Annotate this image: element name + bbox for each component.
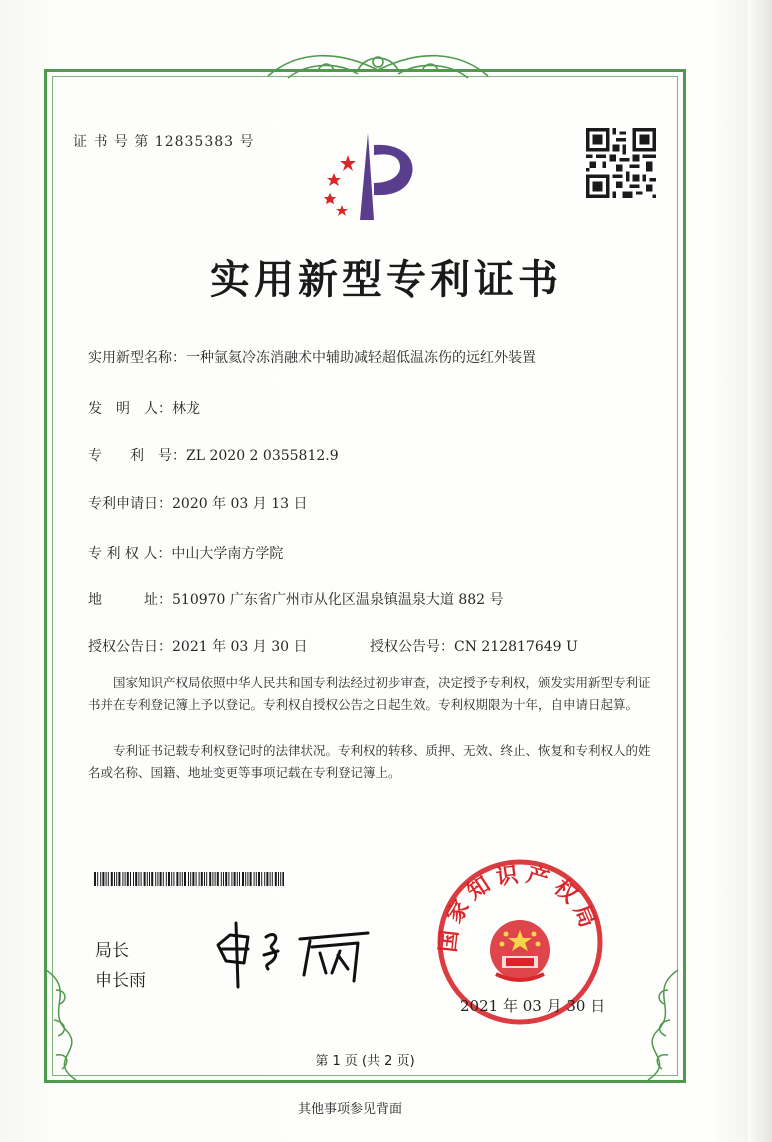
- inventor-name: 林龙: [172, 401, 200, 417]
- page-edge-shadow: [748, 0, 772, 1142]
- barcode: [94, 872, 284, 886]
- certificate-title: 实用新型专利证书: [210, 257, 562, 303]
- qr-code-icon: [586, 128, 656, 198]
- field-label: 专利申请日：: [88, 496, 172, 512]
- seal-text: 国家知识产权局: [436, 861, 603, 954]
- field-label: 专 利 号：: [88, 448, 186, 464]
- field-label: 专 利 权 人：: [88, 546, 172, 562]
- field-grant-date: [88, 636, 308, 656]
- patent-number: ZL 2020 2 0355812.9: [186, 448, 339, 464]
- field-grant-number: [370, 636, 578, 656]
- page-indicator: 第 1 页 (共 2 页): [315, 1054, 415, 1069]
- seal-date: 2021 年 03 月 30 日: [460, 997, 606, 1015]
- grant-date: 2021 年 03 月 30 日: [172, 639, 308, 655]
- field-filing-date: [88, 493, 308, 513]
- field-patentee: [88, 543, 283, 563]
- legal-status-note: 专利证书记载专利权登记时的法律状况。专利权的转移、质押、无效、终止、恢复和专利权人的姓名或名称、国籍、地址变更等事项记载在专利登记簿上。: [88, 743, 651, 780]
- field-label: 地 址：: [88, 592, 172, 608]
- field-patent-number: [88, 445, 339, 465]
- handwritten-signature: [208, 915, 378, 990]
- cnipa-emblem-icon: [308, 125, 426, 225]
- bottom-right-ornament: [628, 960, 688, 1090]
- commissioner-title: 局长: [95, 941, 129, 961]
- commissioner-name: 申长雨: [95, 971, 146, 991]
- field-utility-model-name: [88, 347, 536, 367]
- bottom-left-ornament: [36, 960, 96, 1090]
- filing-date: 2020 年 03 月 13 日: [172, 496, 308, 512]
- utility-model-name: 一种氩氦冷冻消融术中辅助减轻超低温冻伤的远红外装置: [186, 350, 536, 366]
- field-label: 授权公告号：: [370, 639, 454, 655]
- patentee-address: 510970 广东省广州市从化区温泉镇温泉大道 882 号: [172, 592, 504, 608]
- grant-publication-number: CN 212817649 U: [454, 639, 578, 655]
- footer-note: 其他事项参见背面: [297, 1102, 402, 1117]
- field-label: 发 明 人：: [88, 401, 172, 417]
- top-scroll-ornament: [258, 40, 498, 88]
- field-label: 实用新型名称：: [88, 350, 186, 366]
- certificate-number: 证 书 号 第 12835383 号: [73, 134, 255, 150]
- field-address: [88, 589, 504, 609]
- field-label: 授权公告日：: [88, 639, 172, 655]
- field-inventor: [88, 398, 200, 418]
- certificate-statement: 国家知识产权局依照中华人民共和国专利法经过初步审查，决定授予专利权，颁发实用新型专利证书并在专利登记簿上予以登记。专利权自授权公告之日起生效。专利权期限为十年，自申请日起算。: [88, 675, 651, 712]
- patentee-name: 中山大学南方学院: [171, 546, 284, 562]
